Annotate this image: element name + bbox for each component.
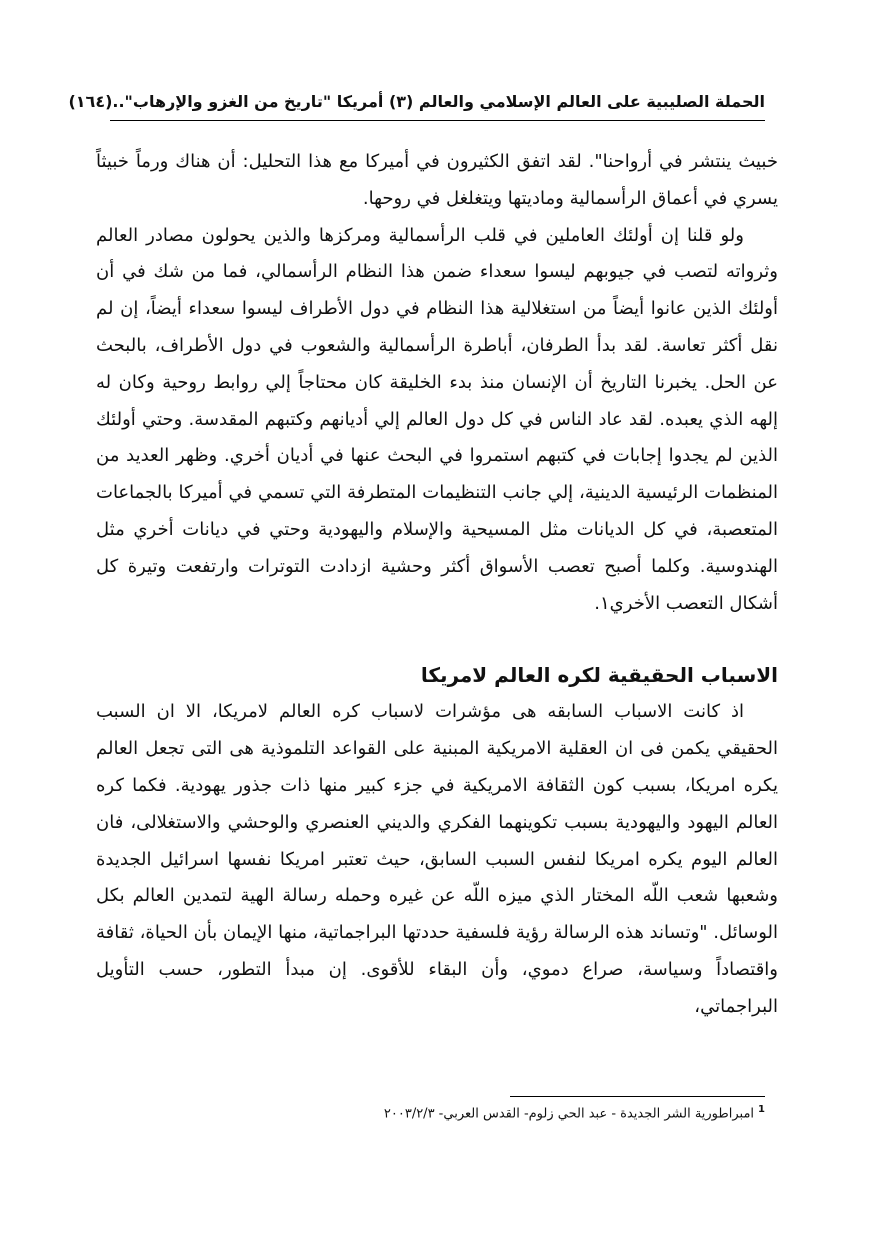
paragraph: خبيث ينتشر في أرواحنا". لقد اتفق الكثيرون في أميركا مع هذا التحليل: أن هناك ورماً خبيثاً يسري في أعماق الرأسمالية وماديتها ويتغلغل في روحها. bbox=[96, 151, 778, 209]
section-heading: الاسباب الحقيقية لكره العالم لامريكا bbox=[420, 663, 778, 688]
page-number: (١٦٤) bbox=[68, 91, 113, 111]
footnote-separator bbox=[510, 1096, 765, 1097]
footnote-text: امبراطورية الشر الجديدة - عبد الحي زلوم- القدس العربي- ٢٠٠٣/٢/٣ bbox=[383, 1106, 755, 1122]
footnote-marker: 1 bbox=[758, 1104, 765, 1115]
footnote bbox=[384, 1104, 765, 1121]
body-text bbox=[96, 144, 778, 1026]
header-title: الحملة الصليبية على العالم الإسلامي والعالم (٣) أمريكا "تاريخ من الغزو والإرهاب".. bbox=[112, 91, 765, 111]
running-header bbox=[68, 86, 765, 121]
paragraph: ولو قلنا إن أولئك العاملين في قلب الرأسمالية ومركزها والذين يحولون مصادر العالم وثرواته لتصب في جيوبهم ليسوا سعداء ضمن هذا النظام الرأسمالي، فما من شك في أن أولئك الذين عانوا أيضاً من استغلالية هذا النظام في دول الأطراف ليسوا سعداء أيضاً، إن لم نقل أكثر تعاسة. لقد بدأ الطرفان، أباطرة الرأسمالية والشعوب في دول الأطراف، بالبحث عن الحل. يخبرنا التاريخ أن الإنسان منذ بدء الخليقة كان محتاجاً إلي روابط روحية وكان له إلهه الذي يعبده. لقد عاد الناس في كل دول العالم إلي أديانهم وكتبهم المقدسة. وحتي أولئك الذين لم يجدوا إجابات في كتبهم استمروا في البحث عنها في أديان أخري. وظهر العديد من المنظمات الرئيسية الدينية، إلي جانب التنظيمات المتطرفة التي تسمي في أميركا بالجماعات المتعصبة، في كل الديانات مثل المسيحية والإسلام واليهودية وحتي في ديانات أخري مثل الهندوسية. وكلما أصبح تعصب الأسواق أكثر وحشية ازدادت التوترات وارتفعت وتيرة كل أشكال التعصب الأخري١. bbox=[96, 224, 778, 614]
paragraph: اذ كانت الاسباب السابقه هى مؤشرات لاسباب كره العالم لامريكا، الا ان السبب الحقيقي يكمن فى ان العقلية الامريكية المبنية على القواعد التلموذية هى التى تجعل العالم يكره امريكا، بسبب كون الثقافة الامريكية في جزء كبير منها ذات جذور يهودية. فكما كره العالم اليهود واليهودية بسبب تكوينهما الفكري والديني العنصري والوحشي والاستغلالى، فان العالم اليوم يكره امريكا لنفس السبب السابق، حيث تعتبر امريكا نفسها اسرائيل الجديدة وشعبها شعب اللّه المختار الذي ميزه اللّه عن غيره وحمله رسالة الهية لتمدين العالم بكل الوسائل. "وتساند هذه الرسالة رؤية فلسفية حددتها البراجماتية، منها الإيمان بأن الحياة، ثقافة واقتصاداً وسياسة، صراع دموي، وأن البقاء للأقوى. إن مبدأ التطور، حسب التأويل البراجماتي، bbox=[96, 701, 778, 1017]
